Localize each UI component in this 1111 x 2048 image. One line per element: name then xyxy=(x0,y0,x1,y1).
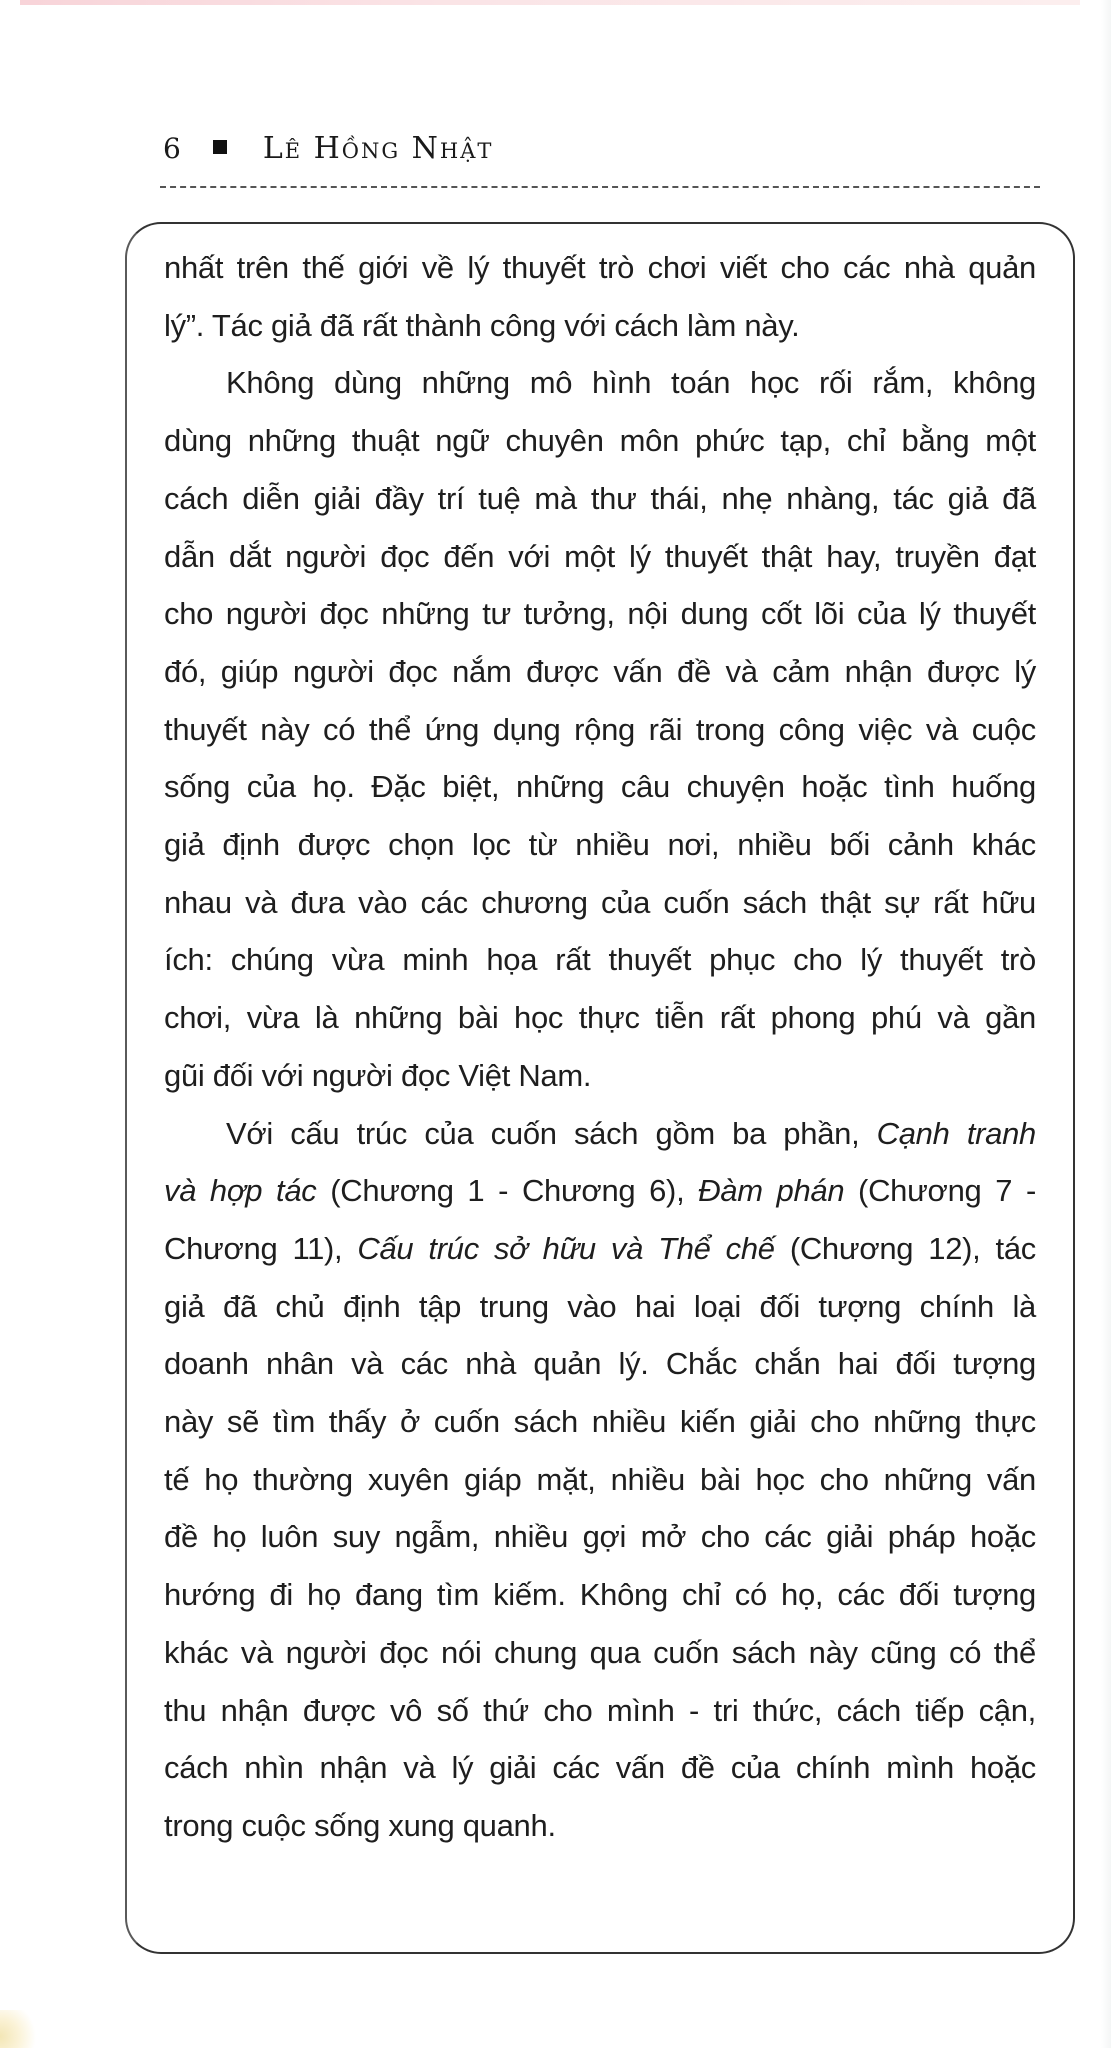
book-part-title: Cấu trúc sở hữu và Thể chế xyxy=(357,1230,775,1266)
text-run: (Chương 12), tác xyxy=(774,1230,1036,1266)
author-name: Lê Hồng Nhật xyxy=(262,130,494,166)
text-line: hướng đi họ đang tìm kiếm. Không chỉ có họ, các đối tượng xyxy=(164,1577,1036,1613)
text-line: dẫn dắt người đọc đến với một lý thuyết thật hay, truyền đạt xyxy=(164,538,1036,574)
page-corner-smudge xyxy=(0,2010,40,2048)
text-line: sống của họ. Đặc biệt, những câu chuyện hoặc tình huống xyxy=(164,769,1036,805)
book-part-title: Cạnh tranh xyxy=(876,1115,1036,1151)
text-line: nhau và đưa vào các chương của cuốn sách thật sự rất hữu xyxy=(164,884,1036,920)
text-run: Với cấu trúc của cuốn sách gồm ba phần, xyxy=(226,1115,877,1151)
text-line: thu nhận được vô số thứ cho mình - tri thức, cách tiếp cận, xyxy=(164,1692,1036,1728)
text-line xyxy=(164,354,1036,412)
text-line xyxy=(164,1220,1036,1278)
text-run: (Chương 1 - Chương 6), xyxy=(316,1173,699,1209)
text-line: đó, giúp người đọc nắm được vấn đề và cảm nhận được lý xyxy=(164,653,1036,689)
paragraph-3 xyxy=(164,1105,1036,1855)
page-edge-shadow xyxy=(1101,0,1111,2048)
text-line: dùng những thuật ngữ chuyên môn phức tạp, chỉ bằng một xyxy=(164,423,1036,459)
book-part-title: Đàm phán xyxy=(698,1173,845,1209)
text-line: giả định được chọn lọc từ nhiều nơi, nhiều bối cảnh khác xyxy=(164,827,1036,863)
paragraph-2 xyxy=(164,354,1036,1104)
text-line xyxy=(164,1105,1036,1163)
text-line: doanh nhân và các nhà quản lý. Chắc chắn hai đối tượng xyxy=(164,1346,1036,1382)
text-line: gũi đối với người đọc Việt Nam. xyxy=(164,1057,592,1093)
text-line: lý”. Tác giả đã rất thành công với cách làm này. xyxy=(164,307,800,343)
text-line: cho người đọc những tư tưởng, nội dung cốt lõi của lý thuyết xyxy=(164,596,1036,632)
text-line: giả đã chủ định tập trung vào hai loại đối tượng chính là xyxy=(164,1288,1036,1324)
body-text xyxy=(164,239,1036,1855)
paragraph-1 xyxy=(164,239,1036,354)
text-line: ích: chúng vừa minh họa rất thuyết phục cho lý thuyết trò xyxy=(164,942,1036,978)
text-line: thuyết này có thể ứng dụng rộng rãi trong công việc và cuộc xyxy=(164,711,1036,747)
text-run: (Chương 7 - xyxy=(844,1173,1036,1209)
text-line xyxy=(164,1162,1036,1220)
page-number: 6 xyxy=(163,131,181,165)
square-bullet-icon xyxy=(213,140,227,154)
text-line: đề họ luôn suy ngẫm, nhiều gợi mở cho các giải pháp hoặc xyxy=(164,1519,1036,1555)
book-part-title: và hợp tác xyxy=(164,1173,317,1209)
running-header xyxy=(163,124,493,172)
text-line: trong cuộc sống xung quanh. xyxy=(164,1807,556,1843)
text-line: cách diễn giải đầy trí tuệ mà thư thái, nhẹ nhàng, tác giả đã xyxy=(164,480,1036,516)
text-line-content: Không dùng những mô hình toán học rối rắm, không xyxy=(226,365,1036,401)
text-line: chơi, vừa là những bài học thực tiễn rất phong phú và gần xyxy=(164,1000,1036,1036)
text-line: này sẽ tìm thấy ở cuốn sách nhiều kiến giải cho những thực xyxy=(164,1404,1036,1440)
header-dashed-divider xyxy=(160,186,1040,188)
text-line: khác và người đọc nói chung qua cuốn sách này cũng có thể xyxy=(164,1634,1036,1670)
text-line: cách nhìn nhận và lý giải các vấn đề của chính mình hoặc xyxy=(164,1750,1036,1786)
page-edge-tint xyxy=(20,0,1080,5)
text-line: tế họ thường xuyên giáp mặt, nhiều bài học cho những vấn xyxy=(164,1461,1036,1497)
text-line: nhất trên thế giới về lý thuyết trò chơi viết cho các nhà quản xyxy=(164,250,1036,285)
text-run: Chương 11), xyxy=(164,1230,358,1266)
